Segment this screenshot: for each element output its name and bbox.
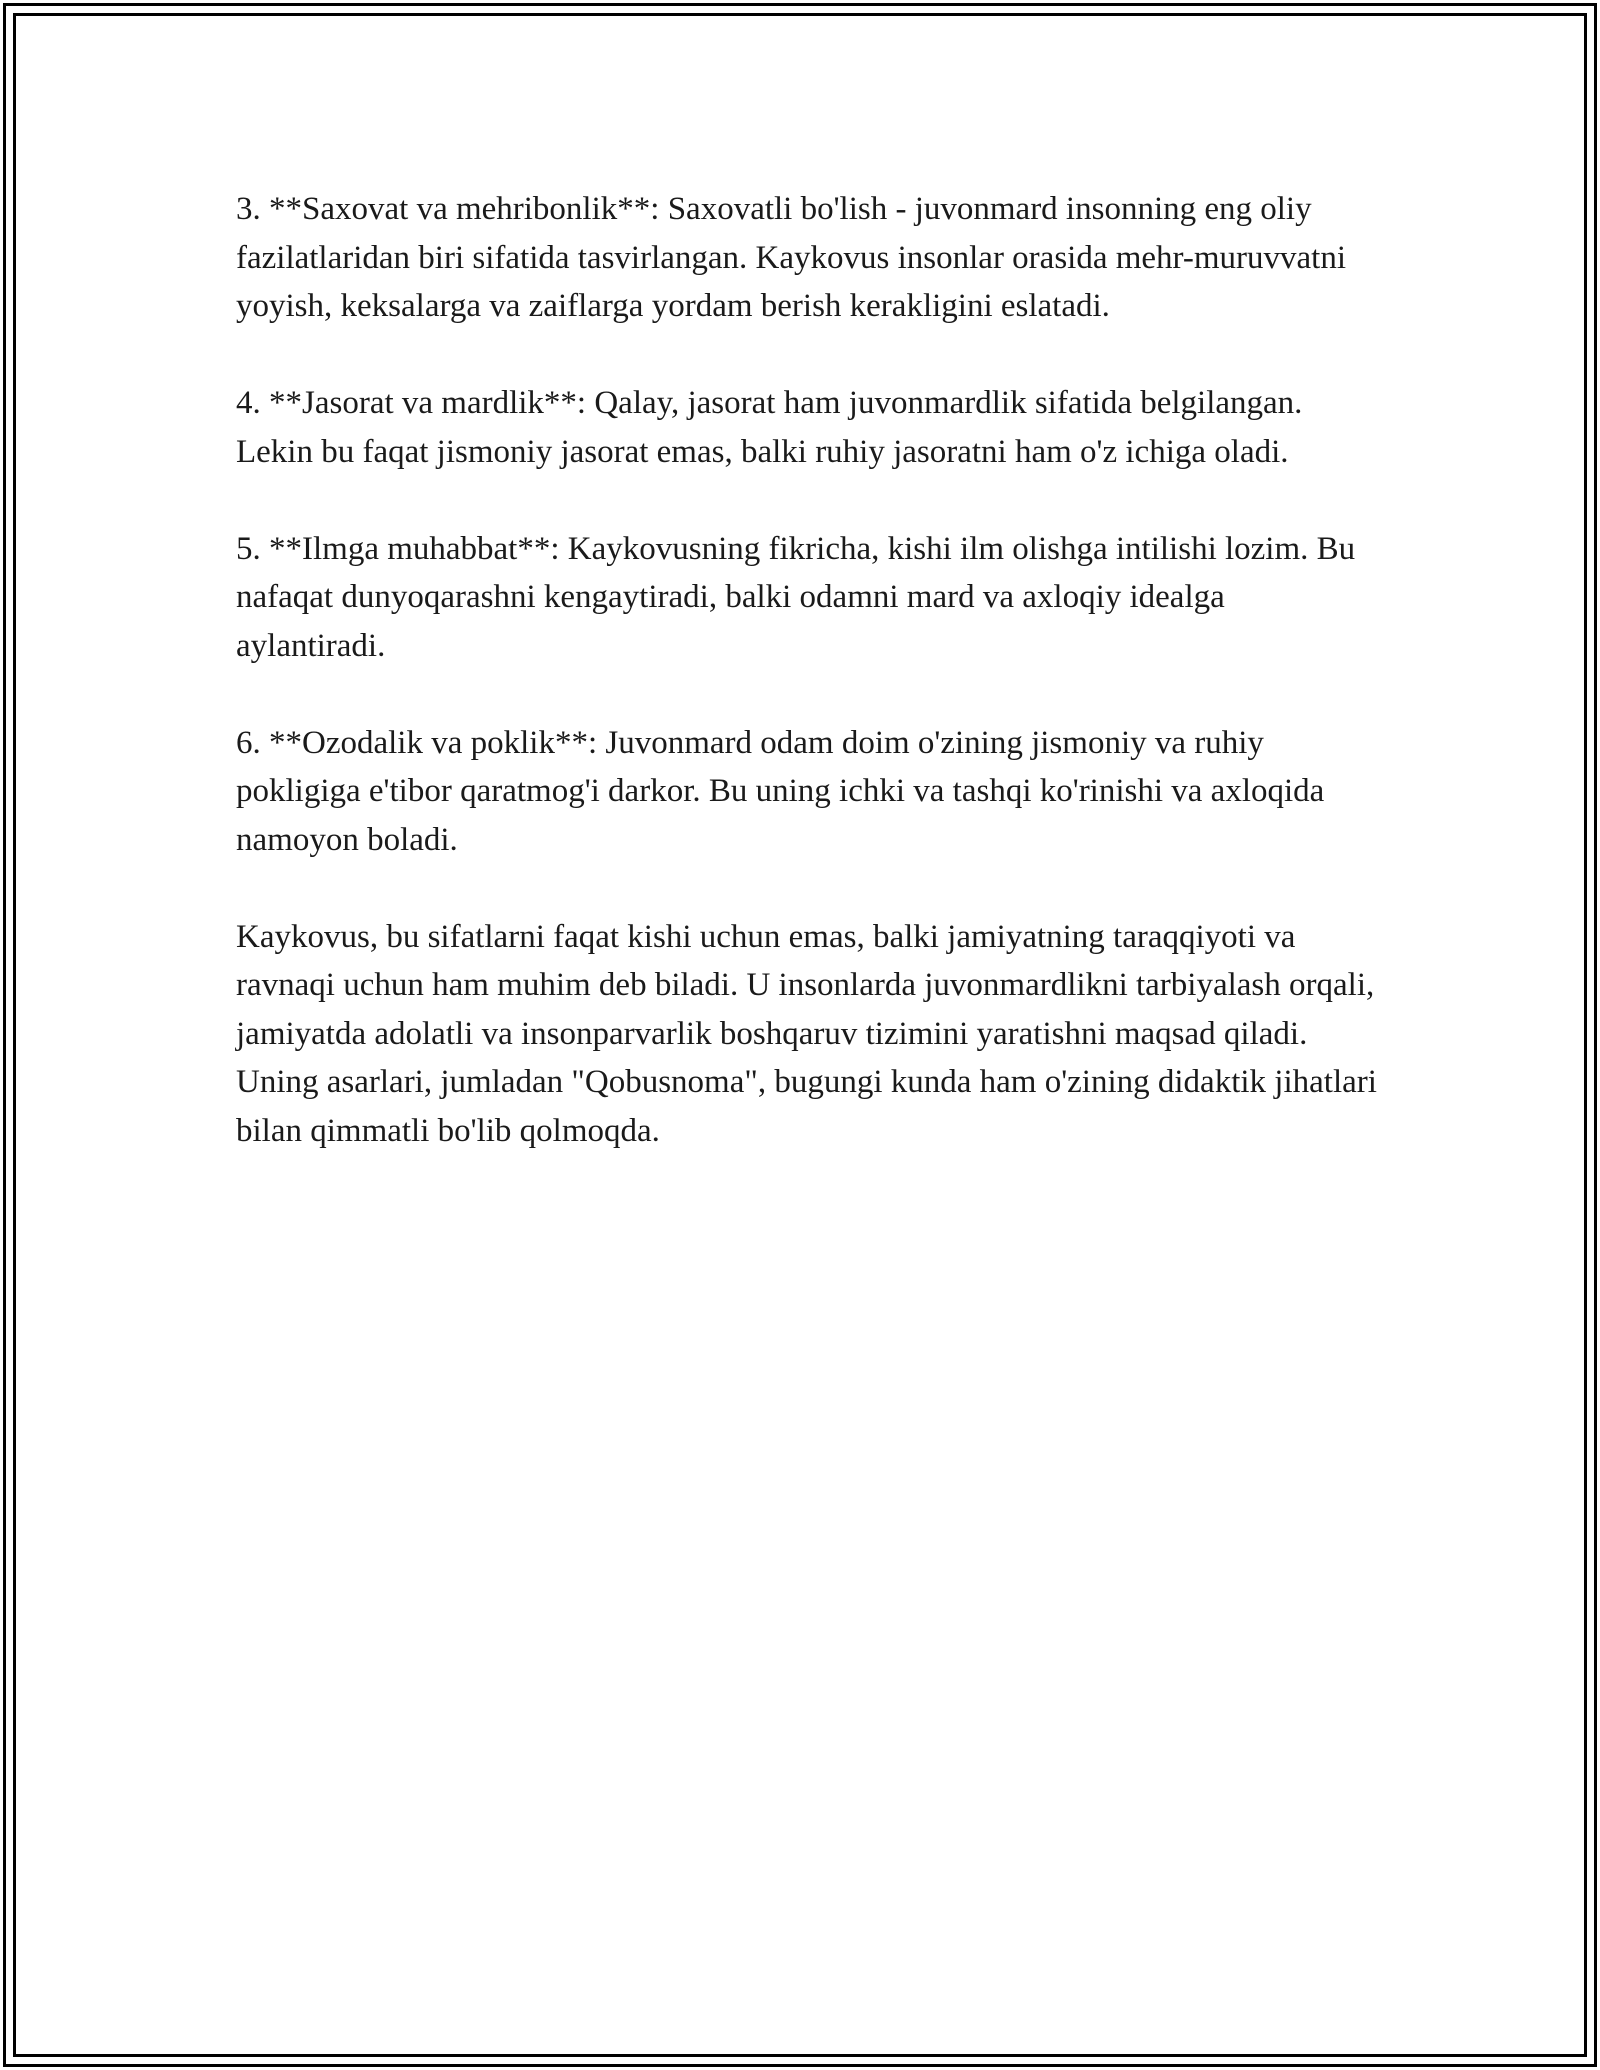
paragraph-ilm: 5. **Ilmga muhabbat**: Kaykovusning fikricha, kishi ilm olishga intilishi lozim. Bu nafaqat dunyoqarashni kengaytiradi, balki odamni mard va axloqiy idealga aylantiradi. bbox=[236, 530, 1356, 664]
paragraph-ozodalik: 6. **Ozodalik va poklik**: Juvonmard odam doim o'zining jismoniy va ruhiy pokligiga e'tibor qaratmog'i darkor. Bu uning ichki va tashqi ko'rinishi va axloqida namoyon boladi. bbox=[236, 724, 1325, 858]
paragraph-saxovat: 3. **Saxovat va mehribonlik**: Saxovatli bo'lish - juvonmard insonning eng oliy fazilatlaridan biri sifatida tasvirlangan. Kaykovus insonlar orasida mehr-muruvvatni yoyish, keksalarga va zaiflarga yordam berish kerakligini eslatadi. bbox=[236, 191, 1346, 324]
paragraph-conclusion: Kaykovus, bu sifatlarni faqat kishi uchun emas, balki jamiyatning taraqqiyoti va ravnaqi uchun ham muhim deb biladi. U insonlarda juvonmardlikni tarbiyalash orqali, jamiyatda adolatli va insonparvarlik boshqaruv tizimini yaratishni maqsad qiladi. Uning asarlari, jumladan "Qobusnoma", bugungi kunda ham o'zining didaktik jihatlari bilan qimmatli bo'lib qolmoqda. bbox=[236, 918, 1377, 1149]
paragraph-jasorat: 4. **Jasorat va mardlik**: Qalay, jasorat ham juvonmardlik sifatida belgilangan. Lekin bu faqat jismoniy jasorat emas, balki ruhiy jasoratni ham o'z ichiga oladi. bbox=[236, 385, 1303, 470]
document-body bbox=[236, 185, 1381, 1155]
